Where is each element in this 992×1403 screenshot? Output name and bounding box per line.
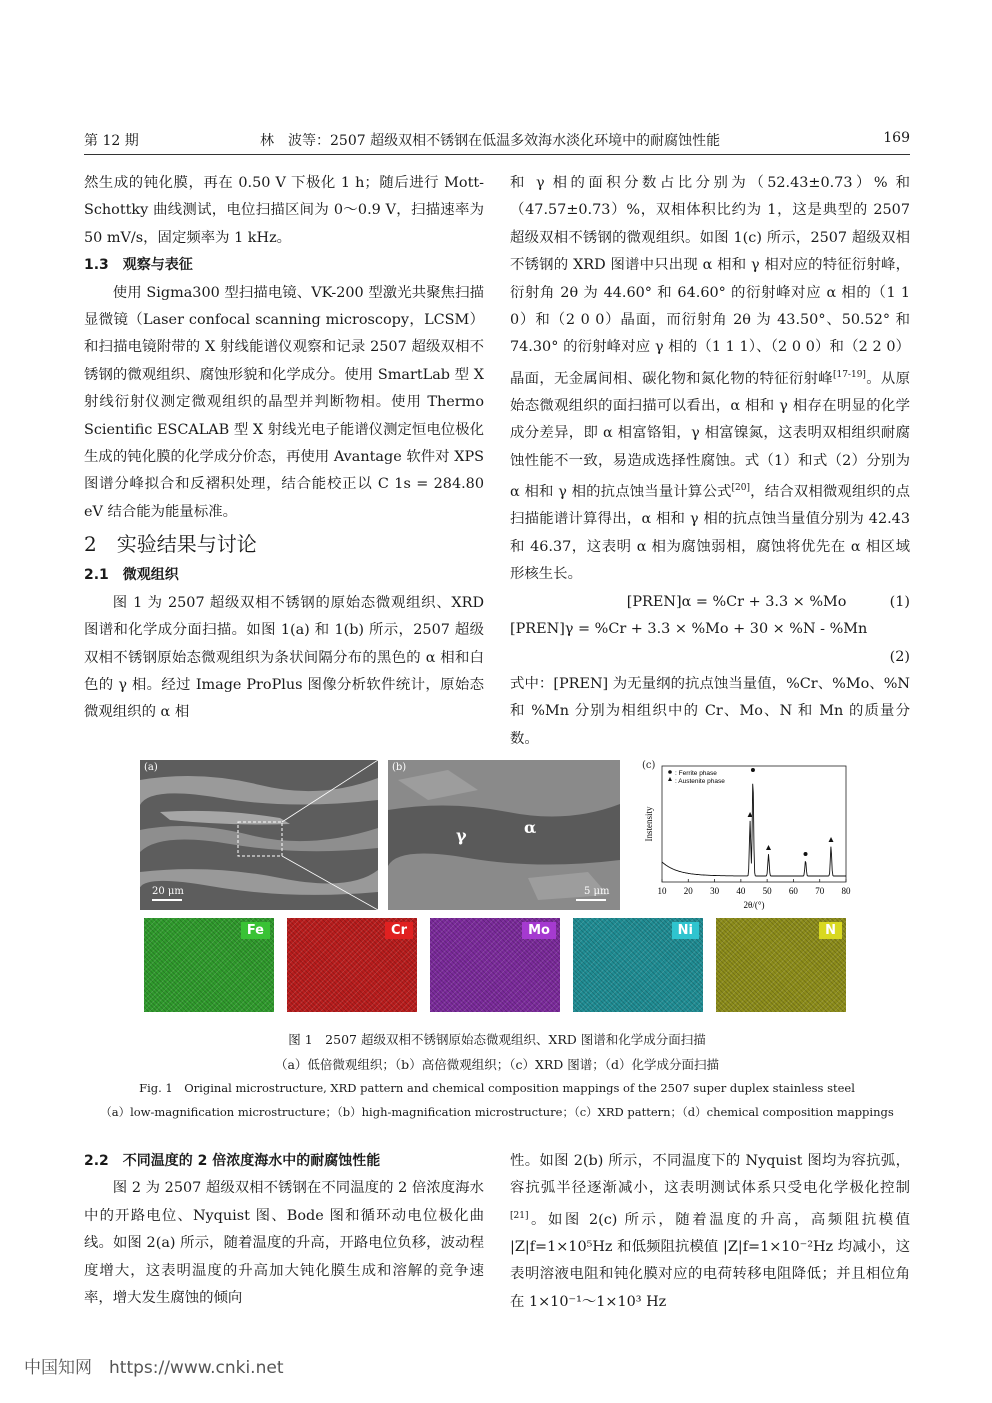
element-map-fe bbox=[144, 918, 274, 1012]
left-column-bottom bbox=[84, 1148, 484, 1312]
running-header bbox=[84, 128, 910, 155]
x-tick-label: 20 bbox=[683, 886, 693, 896]
equation-2-number: (2) bbox=[889, 648, 910, 665]
paragraph bbox=[510, 1148, 910, 1316]
section-heading-2: 2 实验结果与讨论 bbox=[84, 532, 257, 557]
text-run: ，结合双相微观组织的点扫描能谱计算得出，α 相和 γ 相的抗点蚀当量值分别为 42.43 和 46.37，这表明 α 相为腐蚀弱相，腐蚀将优先在 α 相区域形核生长。 bbox=[510, 484, 910, 583]
equation-2: [PREN]γ = %Cr + 3.3 × %Mo + 30 × %N - %Mn bbox=[510, 621, 868, 638]
peak-marker-austenite bbox=[829, 837, 834, 842]
paragraph: 图 2 为 2507 超级双相不锈钢在不同温度的 2 倍浓度海水中的开路电位、Nyquist 图、Bode 图和循环动电位极化曲线。如图 2(a) 所示，随着温度的升高，开路电位负移，波动程度增大，这表明温度的升高加大钝化膜生成和溶解的竞争速率，增大发生腐蚀的倾向 bbox=[84, 1180, 484, 1307]
panel-label-b: (b) bbox=[392, 762, 407, 773]
peak-marker-austenite bbox=[748, 812, 753, 817]
panel-label-c: (c) bbox=[642, 760, 656, 771]
left-column bbox=[84, 170, 484, 727]
element-tag: Mo bbox=[522, 922, 556, 939]
paragraph: 然生成的钝化膜，再在 0.50 V 下极化 1 h；随后进行 Mott-Schottky 曲线测试，电位扫描区间为 0～0.9 V，扫描速率为 50 mV/s，固定频率为 1 kHz。 bbox=[84, 175, 484, 246]
element-map-mo bbox=[430, 918, 560, 1012]
x-tick-label: 80 bbox=[841, 886, 851, 896]
citation: [21] bbox=[510, 1210, 529, 1221]
alpha-phase-label: α bbox=[524, 818, 537, 837]
running-title: 林 波等：2507 超级双相不锈钢在低温多效海水淡化环境中的耐腐蚀性能 bbox=[260, 133, 721, 149]
watermark-footer: 中国知网 https://www.cnki.net bbox=[24, 1358, 284, 1378]
section-heading-1-3: 1.3 观察与表征 bbox=[84, 257, 193, 274]
text-run: 。从原始态微观组织的面扫描可以看出，α 相和 γ 相存在明显的化学成分差异，即 α 相富铬钼，γ 相富镍氮，这表明双相组织耐腐蚀性能不一致，易造成选择性腐蚀。式（1）和式（2）分别为 α 相和 γ 相的抗点蚀当量计算公式 bbox=[510, 370, 910, 501]
section-heading-2-2: 2.2 不同温度的 2 倍浓度海水中的耐腐蚀性能 bbox=[84, 1153, 381, 1169]
xrd-series-line bbox=[662, 784, 846, 876]
issue-number: 第 12 期 bbox=[84, 133, 139, 149]
x-tick-label: 60 bbox=[788, 886, 798, 896]
figure-caption-cn: 图 1 2507 超级双相不锈钢原始态微观组织、XRD 图谱和化学成分面扫描 bbox=[288, 1032, 706, 1047]
gamma-phase-label: γ bbox=[456, 826, 467, 845]
xrd-plot bbox=[628, 758, 858, 918]
text-run: 和 γ 相的面积分数占比分别为（52.43±0.73）% 和（47.57±0.73）%，双相体积比约为 1，这是典型的 2507 超级双相不锈钢的微观组织。如图 1(c) 所示，2507 超级双相不锈钢的 XRD 图谱中只出现 α 相和 γ 相对应的特征衍射峰，衍射角 2θ 为 44.60° 和 64.60° 的衍射峰对应 α 相的（1 1 0）和（2 0 0）晶面，而衍射角 2θ 为 43.50°、50.52° 和 74.30° 的衍射峰对应 γ 相的（1 1 1）、（2 0 0）和（2 2 0）晶面，无金属间相、碳化物和氮化物的特征衍射峰 bbox=[510, 175, 910, 387]
legend-marker-austenite bbox=[668, 777, 672, 781]
legend-marker-ferrite bbox=[668, 770, 672, 774]
citation: [20] bbox=[731, 483, 751, 494]
right-column bbox=[510, 170, 910, 753]
figure-subcaption-cn: （a）低倍微观组织；（b）高倍微观组织；（c）XRD 图谱；（d）化学成分面扫描 bbox=[274, 1057, 719, 1072]
equation-1: [PREN]α = %Cr + 3.3 × %Mo (1) bbox=[626, 593, 910, 610]
section-heading-2-1: 2.1 微观组织 bbox=[84, 567, 179, 584]
x-tick-label: 50 bbox=[762, 886, 772, 896]
text-run: 性。如图 2(b) 所示，不同温度下的 Nyquist 图均为容抗弧，容抗弧半径逐渐减小，这表明测试体系只受电化学极化控制 bbox=[510, 1153, 910, 1197]
x-axis-label: 2θ/(°) bbox=[743, 900, 765, 910]
element-map-ni bbox=[573, 918, 703, 1012]
element-tag: N bbox=[819, 922, 842, 939]
peak-marker-ferrite bbox=[804, 852, 808, 856]
paragraph: 使用 Sigma300 型扫描电镜、VK-200 型激光共聚焦扫描显微镜（Laser confocal scanning microscopy，LCSM）和扫描电镜附带的 X 射线能谱仪观察和记录 2507 超级双相不锈钢的微观组织、腐蚀形貌和化学成分。使用 SmartLab 型 X 射线衍射仪测定微观组织的晶型并判断物相。使用 Thermo Scientific ESCALAB 型 X 射线光电子能谱仪测定恒电位极化生成的钝化膜的化学成分价态，再使用 Avantage 软件对 XPS 图谱分峰拟合和反褶积处理，结合能校正以 C 1s = 284.80 eV 结合能为能量标准。 bbox=[84, 284, 484, 520]
element-map-n bbox=[716, 918, 846, 1012]
y-axis-label: Instensity bbox=[644, 806, 654, 842]
scale-bar-label: 5 μm bbox=[584, 886, 610, 897]
element-map-cr bbox=[287, 918, 417, 1012]
scale-bar-label: 20 μm bbox=[152, 886, 184, 897]
micrograph-low-mag bbox=[140, 760, 378, 910]
x-tick-label: 30 bbox=[710, 886, 720, 896]
citation: [17-19] bbox=[832, 369, 866, 380]
element-tag: Cr bbox=[385, 922, 413, 939]
element-tag: Fe bbox=[241, 922, 270, 939]
x-tick-label: 70 bbox=[815, 886, 825, 896]
x-tick-label: 40 bbox=[736, 886, 746, 896]
x-tick-label: 10 bbox=[657, 886, 667, 896]
legend-ferrite: : Ferrite phase bbox=[675, 770, 717, 777]
paragraph: 式中：[PREN] 为无量纲的抗点蚀当量值，%Cr、%Mo、%N 和 %Mn 分别为相组织中的 Cr、Mo、N 和 Mn 的质量分数。 bbox=[510, 675, 910, 747]
element-tag: Ni bbox=[672, 922, 699, 939]
legend-austenite: : Austenite phase bbox=[675, 778, 725, 785]
paragraph: 图 1 为 2507 超级双相不锈钢的原始态微观组织、XRD 图谱和化学成分面扫描。如图 1(a) 和 1(b) 所示，2507 超级双相不锈钢原始态微观组织为条状间隔分布的黑色的 α 相和白色的 γ 相。经过 Image ProPlus 图像分析软件统计，原始态微观组织的 α 相 bbox=[84, 594, 484, 721]
figure-caption-en: Fig. 1 Original microstructure, XRD pattern and chemical composition mappings of the 2507 super duplex stainless steel bbox=[139, 1081, 855, 1095]
peak-marker-ferrite bbox=[751, 768, 755, 772]
peak-marker-austenite bbox=[766, 845, 771, 850]
xrd-chart bbox=[628, 758, 858, 918]
panel-label-a: (a) bbox=[144, 762, 158, 773]
figure-subcaption-en: （a）low-magnification microstructure；（b）high-magnification microstructure；（c）XRD pattern；（d）chemical composition mappings bbox=[100, 1105, 894, 1119]
right-column-bottom bbox=[510, 1148, 910, 1316]
micrograph-high-mag bbox=[388, 760, 620, 910]
paragraph bbox=[510, 170, 910, 589]
text-run: 。如图 2(c) 所示，随着温度的升高，高频阻抗模值 |Z|f=1×10⁵Hz 和低频阻抗模值 |Z|f=1×10⁻²Hz 均减小，这表明溶液电阻和钝化膜对应的电荷转移电阻降低；并且相位角在 1×10⁻¹～1×10³ Hz bbox=[510, 1211, 910, 1310]
page-number: 169 bbox=[883, 130, 910, 146]
